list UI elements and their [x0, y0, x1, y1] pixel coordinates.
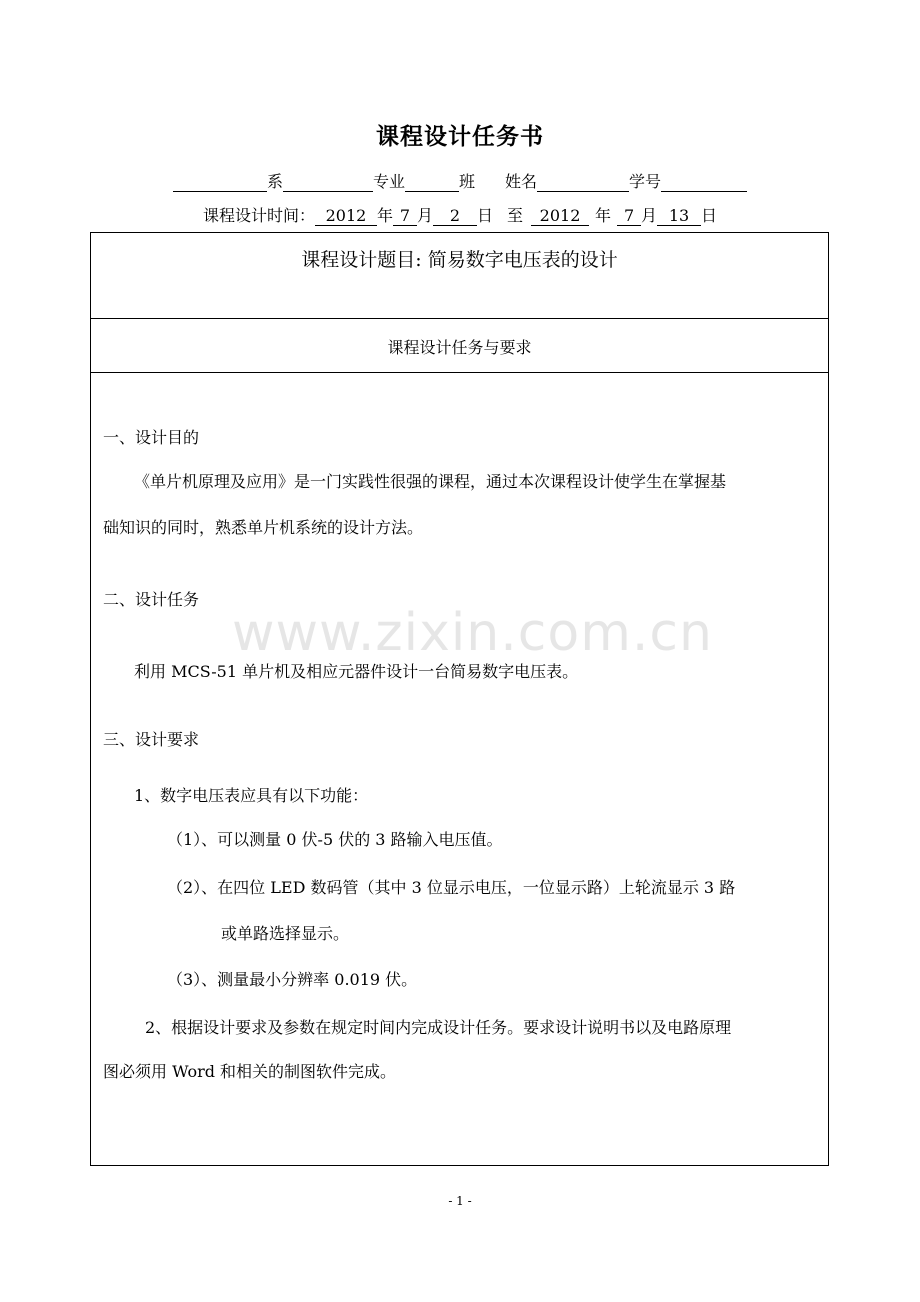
- requirement-1: 1、数字电压表应具有以下功能：: [134, 786, 369, 805]
- requirement-1-b-line-2: 或单路选择显示。: [221, 924, 350, 943]
- day-char-2: 日: [701, 206, 718, 225]
- student-id-blank: [661, 173, 747, 192]
- year-char: 年: [376, 206, 393, 225]
- requirement-1-a: （1）、可以测量 0 伏-5 伏的 3 路输入电压值。: [167, 830, 503, 849]
- start-day: 2: [433, 207, 477, 226]
- section-1-heading: 一、设计目的: [103, 428, 200, 447]
- name-blank: [537, 173, 629, 192]
- class-blank: [405, 173, 459, 192]
- class-suffix: 班: [458, 172, 475, 191]
- to-char: 至: [507, 206, 524, 225]
- task-header-row: [91, 319, 828, 373]
- design-time-label: 课程设计时间：: [202, 206, 315, 225]
- task-table: [90, 232, 829, 1166]
- page-number: - 1 -: [448, 1194, 472, 1208]
- start-year: 2012: [315, 207, 377, 226]
- design-time-line: [0, 203, 920, 226]
- requirement-2-line-2: 图必须用 Word 和相关的制图软件完成。: [103, 1062, 397, 1081]
- design-topic: 课程设计题目: 简易数字电压表的设计: [301, 249, 618, 271]
- name-label: 姓名: [505, 172, 538, 191]
- section-1-paragraph-line-2: 础知识的同时，熟悉单片机系统的设计方法。: [103, 518, 424, 537]
- requirement-1-b-line-1: （2）、在四位 LED 数码管（其中 3 位显示电压，一位显示路）上轮流显示 3 路: [167, 878, 736, 897]
- student-info-line: [0, 169, 920, 192]
- section-2-heading: 二、设计任务: [103, 590, 200, 609]
- section-1-paragraph-line-1: 《单片机原理及应用》是一门实践性很强的课程，通过本次课程设计使学生在掌握基: [134, 472, 727, 491]
- section-2-paragraph: 利用 MCS-51 单片机及相应元器件设计一台简易数字电压表。: [134, 662, 579, 681]
- day-char: 日: [476, 206, 493, 225]
- department-suffix: 系: [266, 172, 283, 191]
- department-blank: [173, 173, 267, 192]
- end-day: 13: [657, 207, 701, 226]
- requirement-2-line-1: 2、根据设计要求及参数在规定时间内完成设计任务。要求设计说明书以及电路原理: [145, 1018, 732, 1037]
- start-month: 7: [393, 207, 417, 226]
- end-year: 2012: [531, 207, 589, 226]
- section-3-heading: 三、设计要求: [103, 730, 200, 749]
- year-char-2: 年: [595, 206, 612, 225]
- watermark: www.zixin.com.cn: [232, 603, 713, 663]
- student-id-label: 学号: [629, 172, 662, 191]
- end-month: 7: [617, 207, 641, 226]
- document-title: 课程设计任务书: [376, 123, 544, 150]
- major-suffix: 专业: [372, 172, 405, 191]
- task-requirements-heading: 课程设计任务与要求: [387, 338, 532, 357]
- requirement-1-c: （3）、测量最小分辨率 0.019 伏。: [167, 970, 418, 989]
- month-char: 月: [416, 206, 433, 225]
- topic-row: [91, 233, 828, 319]
- major-blank: [283, 173, 373, 192]
- month-char-2: 月: [641, 206, 658, 225]
